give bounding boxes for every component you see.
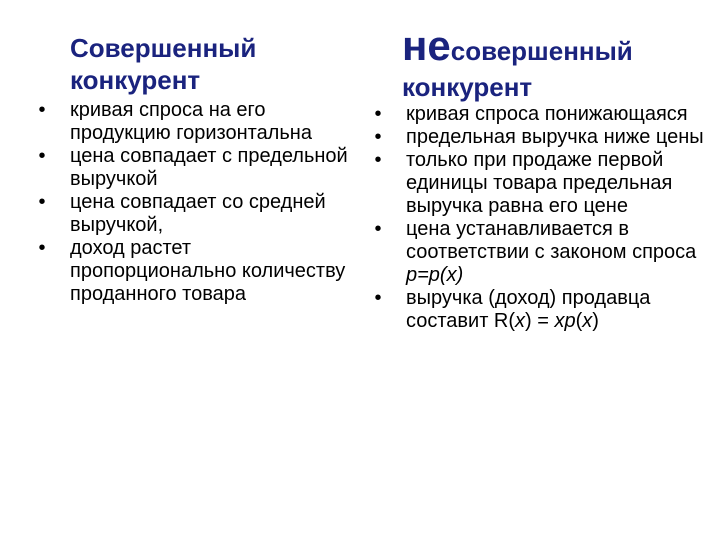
list-item: [368, 149, 718, 218]
formula-var: x: [515, 310, 526, 332]
bullet-icon: •: [374, 103, 382, 125]
list-item-text: кривая спроса понижающаяся: [406, 103, 688, 125]
formula-text: (: [575, 310, 583, 332]
list-item: [32, 145, 352, 191]
right-heading: [402, 22, 633, 103]
right-heading-line2: конкурент: [402, 72, 533, 102]
bullet-icon: •: [38, 237, 46, 259]
bullet-icon: •: [374, 218, 382, 240]
list-item: [32, 99, 352, 145]
list-item-text: цена совпадает со средней выручкой,: [70, 191, 326, 236]
bullet-icon: •: [38, 191, 46, 213]
formula-var: x: [582, 310, 593, 332]
bullet-icon: •: [374, 126, 382, 148]
left-heading: [70, 32, 256, 96]
bullet-icon: •: [38, 99, 46, 121]
list-item: [368, 126, 718, 149]
right-heading-rest: совершенный: [450, 36, 633, 66]
list-item-text: предельная выручка ниже цены: [406, 126, 704, 148]
left-heading-line1: Совершенный: [70, 33, 257, 63]
bullet-icon: •: [374, 149, 382, 171]
formula-text: p=p(x): [406, 264, 464, 286]
list-item-text: доход растет пропорционально количеству проданного товара: [70, 237, 346, 305]
formula-text: ) =: [525, 310, 555, 332]
list-item-text: выручка (доход) продавца составит R(: [406, 287, 651, 332]
right-heading-line1: [402, 22, 633, 69]
formula-text: ): [592, 310, 599, 332]
list-item-text: цена устанавливается в соответствии с законом спроса: [406, 218, 697, 263]
list-item: [368, 218, 718, 287]
right-bullet-list: [368, 103, 718, 333]
list-item: [32, 191, 352, 237]
list-item: [32, 237, 352, 306]
bullet-icon: •: [38, 145, 46, 167]
list-item: [368, 287, 718, 333]
right-heading-prefix: не: [402, 22, 451, 69]
list-item-text: цена совпадает с предельной выручкой: [70, 145, 348, 190]
left-heading-line2: конкурент: [70, 65, 201, 95]
list-item-text: кривая спроса на его продукцию горизонтальна: [70, 99, 312, 144]
left-bullet-list: [32, 99, 352, 306]
list-item-text: только при продаже первой единицы товара предельная выручка равна его цене: [406, 149, 673, 217]
bullet-icon: •: [374, 287, 382, 309]
list-item: [368, 103, 718, 126]
formula-var: xp: [554, 310, 576, 332]
